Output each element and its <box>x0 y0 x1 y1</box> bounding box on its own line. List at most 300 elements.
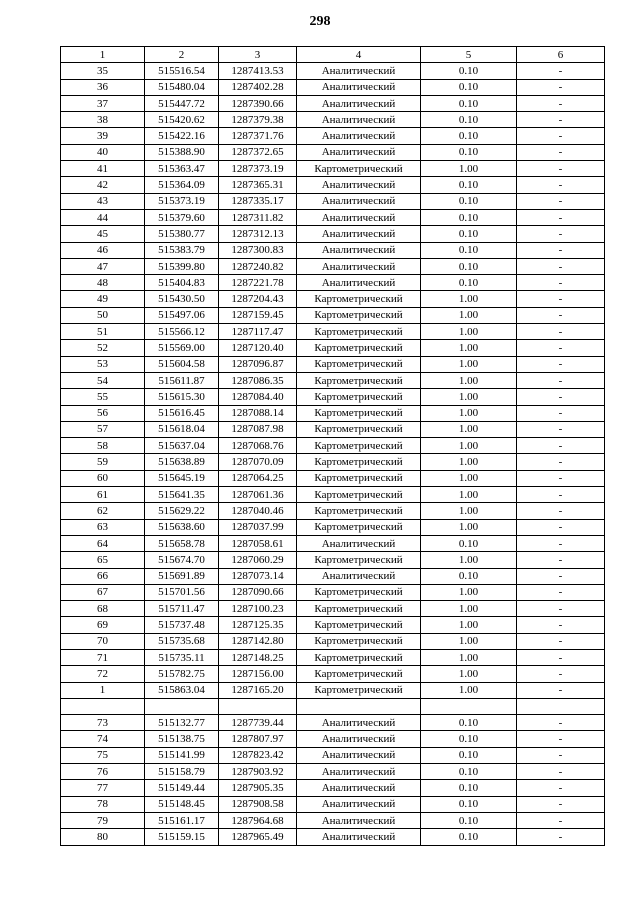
table-cell: Картометрический <box>297 161 421 177</box>
table-row <box>61 161 605 177</box>
table-cell: - <box>517 731 605 747</box>
table-cell: 38 <box>61 112 145 128</box>
table-cell: - <box>517 519 605 535</box>
table-cell: 51 <box>61 324 145 340</box>
table-cell: 515420.62 <box>145 112 219 128</box>
table-cell: Аналитический <box>297 112 421 128</box>
table-cell: 1.00 <box>421 666 517 682</box>
table-cell: 1287084.40 <box>219 389 297 405</box>
table-cell: Аналитический <box>297 193 421 209</box>
table-cell: 1.00 <box>421 421 517 437</box>
table-row <box>61 275 605 291</box>
table-cell: 65 <box>61 552 145 568</box>
table-row <box>61 405 605 421</box>
table-cell: 0.10 <box>421 747 517 763</box>
table-cell: 1.00 <box>421 356 517 372</box>
table-cell: 80 <box>61 829 145 845</box>
table-cell: 1287807.97 <box>219 731 297 747</box>
table-cell: 515737.48 <box>145 617 219 633</box>
table-cell: 515404.83 <box>145 275 219 291</box>
table-cell: 515701.56 <box>145 584 219 600</box>
table-row <box>61 584 605 600</box>
table-cell: 1.00 <box>421 470 517 486</box>
table-cell: - <box>517 682 605 698</box>
table-body <box>61 63 605 845</box>
table-cell: 1287058.61 <box>219 535 297 551</box>
table-cell: 515782.75 <box>145 666 219 682</box>
table-cell: 50 <box>61 307 145 323</box>
table-cell: 46 <box>61 242 145 258</box>
table-cell: 515422.16 <box>145 128 219 144</box>
table-cell: 1287159.45 <box>219 307 297 323</box>
table-cell: 1287240.82 <box>219 258 297 274</box>
table-row <box>61 226 605 242</box>
table-cell: - <box>517 79 605 95</box>
table-row <box>61 617 605 633</box>
table-cell: 515430.50 <box>145 291 219 307</box>
table-cell: 56 <box>61 405 145 421</box>
table-cell <box>297 698 421 714</box>
table-cell: 1287908.58 <box>219 796 297 812</box>
table-cell: 1287100.23 <box>219 601 297 617</box>
table-cell: Аналитический <box>297 731 421 747</box>
table-header <box>61 47 605 63</box>
column-header: 2 <box>145 47 219 63</box>
table-cell: 0.10 <box>421 63 517 79</box>
table-row <box>61 291 605 307</box>
table-cell: 0.10 <box>421 568 517 584</box>
table-cell: 0.10 <box>421 95 517 111</box>
table-cell: 57 <box>61 421 145 437</box>
table-cell: 515383.79 <box>145 242 219 258</box>
table-cell: 41 <box>61 161 145 177</box>
table-cell: 1287060.29 <box>219 552 297 568</box>
table-cell: 0.10 <box>421 715 517 731</box>
table-cell: 0.10 <box>421 258 517 274</box>
table-cell: 1287413.53 <box>219 63 297 79</box>
table-cell: - <box>517 275 605 291</box>
table-cell: 515638.60 <box>145 519 219 535</box>
table-cell: - <box>517 666 605 682</box>
table-cell: - <box>517 95 605 111</box>
table-row <box>61 356 605 372</box>
table-cell: 515364.09 <box>145 177 219 193</box>
table-cell: 1.00 <box>421 633 517 649</box>
table-cell: Аналитический <box>297 780 421 796</box>
table-cell: 515161.17 <box>145 812 219 828</box>
table-cell: Картометрический <box>297 487 421 503</box>
column-header: 3 <box>219 47 297 63</box>
table-row <box>61 812 605 828</box>
table-cell: 1.00 <box>421 601 517 617</box>
table-row <box>61 79 605 95</box>
table-row <box>61 438 605 454</box>
table-cell: 515616.45 <box>145 405 219 421</box>
table-cell: 515735.11 <box>145 649 219 665</box>
table-cell: 515645.19 <box>145 470 219 486</box>
table-cell: 515516.54 <box>145 63 219 79</box>
table-cell <box>145 698 219 714</box>
table-cell: 1.00 <box>421 291 517 307</box>
table-cell: 515149.44 <box>145 780 219 796</box>
table-cell: 1.00 <box>421 161 517 177</box>
table-cell: 1.00 <box>421 340 517 356</box>
table-cell: - <box>517 617 605 633</box>
table-cell: Картометрический <box>297 356 421 372</box>
table-cell: 1287371.76 <box>219 128 297 144</box>
table-cell: 72 <box>61 666 145 682</box>
table-cell: 0.10 <box>421 780 517 796</box>
table-cell: 1287965.49 <box>219 829 297 845</box>
table-row <box>61 780 605 796</box>
table-cell: Аналитический <box>297 177 421 193</box>
table-cell: 515629.22 <box>145 503 219 519</box>
table-cell: - <box>517 144 605 160</box>
table-row <box>61 487 605 503</box>
table-cell: 1287064.25 <box>219 470 297 486</box>
table-cell: 0.10 <box>421 731 517 747</box>
table-cell: 1287300.83 <box>219 242 297 258</box>
table-cell: Аналитический <box>297 715 421 731</box>
table-cell: Картометрический <box>297 372 421 388</box>
table-cell: - <box>517 372 605 388</box>
table-cell: Аналитический <box>297 128 421 144</box>
table-row <box>61 535 605 551</box>
table-cell: Картометрический <box>297 682 421 698</box>
table-row <box>61 698 605 714</box>
table-cell: 515658.78 <box>145 535 219 551</box>
table-cell: Картометрический <box>297 601 421 617</box>
table-cell: 1287379.38 <box>219 112 297 128</box>
table-cell: 0.10 <box>421 79 517 95</box>
table-cell <box>421 698 517 714</box>
table-cell: Картометрический <box>297 324 421 340</box>
table-row <box>61 340 605 356</box>
table-cell: Аналитический <box>297 95 421 111</box>
table-cell: 515604.58 <box>145 356 219 372</box>
table-row <box>61 372 605 388</box>
table-cell: 1 <box>61 682 145 698</box>
table-cell: 37 <box>61 95 145 111</box>
table-cell: 515711.47 <box>145 601 219 617</box>
table-cell: 0.10 <box>421 226 517 242</box>
table-cell: Аналитический <box>297 209 421 225</box>
table-cell <box>517 698 605 714</box>
table-cell: - <box>517 161 605 177</box>
table-cell: - <box>517 764 605 780</box>
table-cell: 515497.06 <box>145 307 219 323</box>
table-cell: 45 <box>61 226 145 242</box>
table-cell: - <box>517 421 605 437</box>
table-cell: 69 <box>61 617 145 633</box>
table-cell: Картометрический <box>297 340 421 356</box>
table-cell: - <box>517 747 605 763</box>
coordinates-table <box>60 46 605 846</box>
table-cell: 36 <box>61 79 145 95</box>
table-cell: Картометрический <box>297 470 421 486</box>
table-cell: - <box>517 780 605 796</box>
table-cell: 515148.45 <box>145 796 219 812</box>
table-cell: - <box>517 193 605 209</box>
table-cell: - <box>517 226 605 242</box>
table-cell: 77 <box>61 780 145 796</box>
table-cell: 1287372.65 <box>219 144 297 160</box>
table-cell: 73 <box>61 715 145 731</box>
table-cell: 1287117.47 <box>219 324 297 340</box>
table-row <box>61 796 605 812</box>
table-row <box>61 519 605 535</box>
table-cell: 515388.90 <box>145 144 219 160</box>
table-cell: Аналитический <box>297 747 421 763</box>
table-cell: 515132.77 <box>145 715 219 731</box>
table-row <box>61 258 605 274</box>
table-row <box>61 454 605 470</box>
table-cell: - <box>517 601 605 617</box>
table-cell: 1287148.25 <box>219 649 297 665</box>
table-cell: - <box>517 829 605 845</box>
table-row <box>61 682 605 698</box>
table-cell: - <box>517 649 605 665</box>
table-cell: 70 <box>61 633 145 649</box>
table-cell: 515363.47 <box>145 161 219 177</box>
table-row <box>61 731 605 747</box>
table-cell: 1287090.66 <box>219 584 297 600</box>
table-cell: - <box>517 340 605 356</box>
table-row <box>61 209 605 225</box>
table-cell: - <box>517 438 605 454</box>
table-row <box>61 242 605 258</box>
table-cell: 0.10 <box>421 812 517 828</box>
table-cell: 35 <box>61 63 145 79</box>
table-cell: 0.10 <box>421 144 517 160</box>
table-row <box>61 601 605 617</box>
table-cell: - <box>517 112 605 128</box>
table-cell: 515141.99 <box>145 747 219 763</box>
table-cell: 1287070.09 <box>219 454 297 470</box>
table-cell: 1287823.42 <box>219 747 297 763</box>
table-row <box>61 177 605 193</box>
table-row <box>61 307 605 323</box>
table-cell: 1287061.36 <box>219 487 297 503</box>
table-cell: - <box>517 128 605 144</box>
table-row <box>61 715 605 731</box>
table-cell: 1287311.82 <box>219 209 297 225</box>
table-cell: 0.10 <box>421 796 517 812</box>
table-cell: 0.10 <box>421 764 517 780</box>
table-row <box>61 666 605 682</box>
table-cell: Аналитический <box>297 144 421 160</box>
table-cell: 1287204.43 <box>219 291 297 307</box>
table-row <box>61 324 605 340</box>
table-cell: Картометрический <box>297 584 421 600</box>
table-cell: 515637.04 <box>145 438 219 454</box>
table-cell: - <box>517 552 605 568</box>
table-cell: - <box>517 535 605 551</box>
table-cell: Аналитический <box>297 829 421 845</box>
table-cell: 48 <box>61 275 145 291</box>
table-cell: Картометрический <box>297 503 421 519</box>
table-cell: 1287125.35 <box>219 617 297 633</box>
table-cell: Картометрический <box>297 405 421 421</box>
table-row <box>61 144 605 160</box>
table-cell: 1287739.44 <box>219 715 297 731</box>
table-cell: 75 <box>61 747 145 763</box>
table-cell: - <box>517 568 605 584</box>
table-cell: - <box>517 307 605 323</box>
table-row <box>61 764 605 780</box>
table-row <box>61 568 605 584</box>
table-cell: 515480.04 <box>145 79 219 95</box>
table-cell: 61 <box>61 487 145 503</box>
table-cell: - <box>517 177 605 193</box>
table-cell: Аналитический <box>297 764 421 780</box>
table-cell: Картометрический <box>297 291 421 307</box>
table-row <box>61 95 605 111</box>
table-cell: - <box>517 389 605 405</box>
table-cell: Аналитический <box>297 275 421 291</box>
table-cell: 1287087.98 <box>219 421 297 437</box>
table-row <box>61 503 605 519</box>
table-cell: 515641.35 <box>145 487 219 503</box>
table-cell: 1287142.80 <box>219 633 297 649</box>
table-cell: - <box>517 796 605 812</box>
table-cell: 0.10 <box>421 177 517 193</box>
table-cell: 76 <box>61 764 145 780</box>
table-cell: 1.00 <box>421 617 517 633</box>
table-cell: 515618.04 <box>145 421 219 437</box>
table-cell: 515735.68 <box>145 633 219 649</box>
table-cell: 1.00 <box>421 389 517 405</box>
table-row <box>61 112 605 128</box>
table-cell: Картометрический <box>297 438 421 454</box>
table-cell: 79 <box>61 812 145 828</box>
table-cell <box>61 698 145 714</box>
table-cell: 1.00 <box>421 584 517 600</box>
table-row <box>61 649 605 665</box>
table-cell: Аналитический <box>297 568 421 584</box>
table-cell: 1287312.13 <box>219 226 297 242</box>
table-cell: Картометрический <box>297 552 421 568</box>
table-cell: 64 <box>61 535 145 551</box>
table-cell: 0.10 <box>421 242 517 258</box>
table-cell: 39 <box>61 128 145 144</box>
column-header: 6 <box>517 47 605 63</box>
table-cell: - <box>517 812 605 828</box>
table-cell: 0.10 <box>421 209 517 225</box>
table-cell: - <box>517 454 605 470</box>
table-row <box>61 128 605 144</box>
table-cell: 1.00 <box>421 682 517 698</box>
table-cell: 1.00 <box>421 503 517 519</box>
table-cell: Картометрический <box>297 421 421 437</box>
table-cell: Аналитический <box>297 258 421 274</box>
column-header: 5 <box>421 47 517 63</box>
table-cell: - <box>517 487 605 503</box>
table-cell: 1287086.35 <box>219 372 297 388</box>
table-cell: - <box>517 209 605 225</box>
table-cell: 515863.04 <box>145 682 219 698</box>
table-cell: 515373.19 <box>145 193 219 209</box>
table-cell: Аналитический <box>297 79 421 95</box>
table-cell: 42 <box>61 177 145 193</box>
table-row <box>61 633 605 649</box>
column-header: 4 <box>297 47 421 63</box>
table-cell: 0.10 <box>421 128 517 144</box>
table-cell: 1287096.87 <box>219 356 297 372</box>
table-cell: 1.00 <box>421 438 517 454</box>
table-cell: Аналитический <box>297 226 421 242</box>
table-cell: 68 <box>61 601 145 617</box>
table-cell: 1287373.19 <box>219 161 297 177</box>
table-cell: 55 <box>61 389 145 405</box>
table-cell: Картометрический <box>297 519 421 535</box>
table-cell: 515638.89 <box>145 454 219 470</box>
table-cell: 1287964.68 <box>219 812 297 828</box>
table-cell: 59 <box>61 454 145 470</box>
table-cell: 40 <box>61 144 145 160</box>
table-row <box>61 552 605 568</box>
table-cell: 60 <box>61 470 145 486</box>
table-cell: 1.00 <box>421 487 517 503</box>
table-cell: 52 <box>61 340 145 356</box>
table-cell: 1.00 <box>421 372 517 388</box>
table-cell: 1.00 <box>421 324 517 340</box>
table-cell: 515615.30 <box>145 389 219 405</box>
header-row <box>61 47 605 63</box>
table-cell: 1287088.14 <box>219 405 297 421</box>
table-cell: 1.00 <box>421 307 517 323</box>
page-number: 298 <box>309 14 331 29</box>
table-cell: 515379.60 <box>145 209 219 225</box>
table-cell: 0.10 <box>421 193 517 209</box>
table-cell: 1287037.99 <box>219 519 297 535</box>
table-cell: 1287903.92 <box>219 764 297 780</box>
table-cell: - <box>517 715 605 731</box>
table-cell: 515447.72 <box>145 95 219 111</box>
table-cell: - <box>517 405 605 421</box>
table-cell: 1287402.28 <box>219 79 297 95</box>
table-cell: 47 <box>61 258 145 274</box>
table-cell: 0.10 <box>421 535 517 551</box>
table-cell: Аналитический <box>297 812 421 828</box>
table-cell: 515380.77 <box>145 226 219 242</box>
table-cell: - <box>517 291 605 307</box>
table-cell: 515399.80 <box>145 258 219 274</box>
table-cell: 515674.70 <box>145 552 219 568</box>
table-row <box>61 747 605 763</box>
table-cell: 1287905.35 <box>219 780 297 796</box>
table-cell: 71 <box>61 649 145 665</box>
table-cell: 1287221.78 <box>219 275 297 291</box>
table-row <box>61 193 605 209</box>
table-cell: 44 <box>61 209 145 225</box>
table-cell: 1.00 <box>421 405 517 421</box>
table-row <box>61 389 605 405</box>
table-cell: Картометрический <box>297 389 421 405</box>
table-cell: 1287390.66 <box>219 95 297 111</box>
table-cell: 1287165.20 <box>219 682 297 698</box>
table-cell <box>219 698 297 714</box>
table-cell: - <box>517 633 605 649</box>
table-row <box>61 421 605 437</box>
table-cell: 515691.89 <box>145 568 219 584</box>
table-cell: - <box>517 63 605 79</box>
table-row <box>61 470 605 486</box>
table-cell: - <box>517 584 605 600</box>
table-cell: 1287068.76 <box>219 438 297 454</box>
table-cell: 0.10 <box>421 829 517 845</box>
table-cell: 67 <box>61 584 145 600</box>
